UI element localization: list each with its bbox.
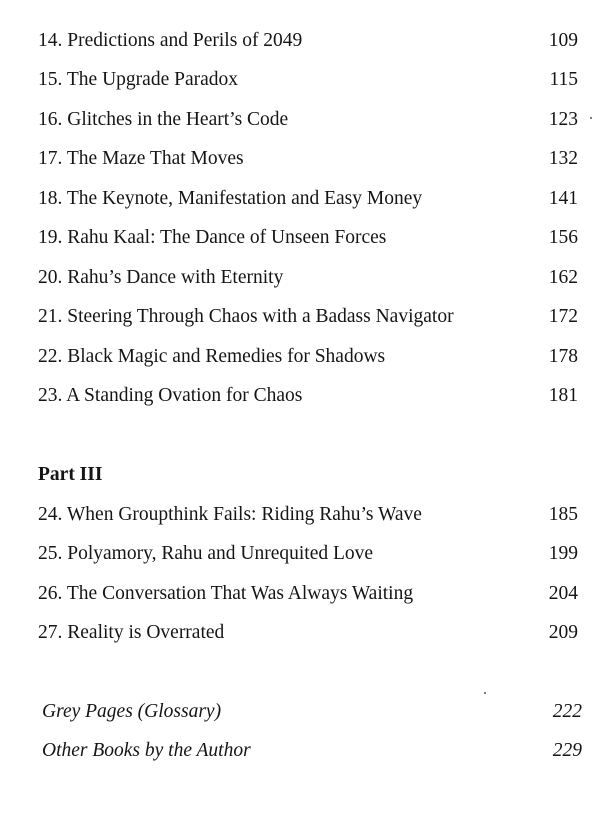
entry-page: 199 <box>548 543 578 564</box>
entry-page: 209 <box>548 622 578 643</box>
entry-page: 178 <box>548 346 578 367</box>
entry-title: 19. Rahu Kaal: The Dance of Unseen Forces <box>38 227 387 248</box>
entry-page: 204 <box>548 583 578 604</box>
part-heading: Part III <box>38 464 103 485</box>
toc-entry <box>38 305 578 329</box>
entry-title: 25. Polyamory, Rahu and Unrequited Love <box>38 543 374 564</box>
entry-page: 185 <box>548 504 578 525</box>
entry-title: 23. A Standing Ovation for Chaos <box>38 385 303 406</box>
back-matter-entry <box>42 700 582 724</box>
toc-entry <box>38 29 578 53</box>
entry-page: 172 <box>548 306 578 327</box>
entry-page: 229 <box>552 740 582 761</box>
toc-entry <box>38 266 578 290</box>
entry-title: 21. Steering Through Chaos with a Badass Navigator <box>38 306 454 327</box>
entry-title: 20. Rahu’s Dance with Eternity <box>38 267 284 288</box>
toc-entry <box>38 187 578 211</box>
entry-page: 141 <box>548 188 578 209</box>
entry-page: 156 <box>548 227 578 248</box>
toc-entry <box>38 345 578 369</box>
entry-page: 109 <box>548 30 578 51</box>
entry-page: 123 <box>548 109 578 130</box>
entry-title: 18. The Keynote, Manifestation and Easy Money <box>38 188 423 209</box>
print-speck <box>590 117 592 119</box>
entry-page: 222 <box>552 701 582 722</box>
entry-title: 15. The Upgrade Paradox <box>38 69 238 90</box>
toc-entry <box>38 226 578 250</box>
entry-title: 16. Glitches in the Heart’s Code <box>38 109 289 130</box>
entry-page: 132 <box>548 148 578 169</box>
toc-entry <box>38 108 578 132</box>
entry-title: 24. When Groupthink Fails: Riding Rahu’s Wave <box>38 504 422 525</box>
toc-entry <box>38 503 578 527</box>
toc-entry <box>38 147 578 171</box>
entry-title: 17. The Maze That Moves <box>38 148 244 169</box>
entry-page: 162 <box>548 267 578 288</box>
toc-entry <box>38 68 578 92</box>
entry-title: Grey Pages (Glossary) <box>42 701 222 722</box>
toc-entry <box>38 384 578 408</box>
entry-page: 115 <box>549 69 578 90</box>
toc-entry <box>38 542 578 566</box>
print-speck <box>484 692 486 694</box>
back-matter-entry <box>42 739 582 763</box>
entry-title: 27. Reality is Overrated <box>38 622 225 643</box>
entry-title: 22. Black Magic and Remedies for Shadows <box>38 346 386 367</box>
entry-title: Other Books by the Author <box>42 740 251 761</box>
toc-entry <box>38 621 578 645</box>
entry-title: 14. Predictions and Perils of 2049 <box>38 30 303 51</box>
entry-page: 181 <box>548 385 578 406</box>
toc-entry <box>38 582 578 606</box>
entry-title: 26. The Conversation That Was Always Waiting <box>38 583 414 604</box>
